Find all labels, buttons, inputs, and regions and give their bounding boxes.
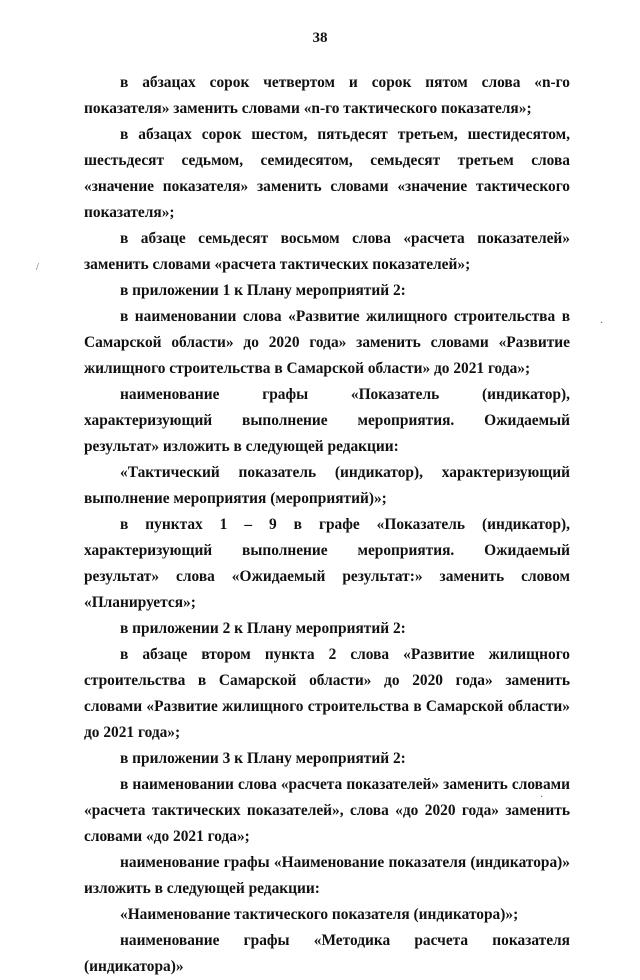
paragraph-15: наименование графы «Методика расчета показателя (индикатора)» (84, 932, 570, 975)
paragraph-2: в абзацах сорок шестом, пятьдесят третьем, шестидесятом, шестьдесят седьмом, семидесятом, семьдесят третьем слова «значение показателя» заменить словами «значение тактического показателя»; (84, 126, 570, 221)
paragraph-8: в пунктах 1 – 9 в графе «Показатель (индикатор), характеризующий выполнение мероприятия. Ожидаемый результат» слова «Ожидаемый результат:» заменить словом «Планируется»; (84, 516, 570, 611)
paragraph-5: в наименовании слова «Развитие жилищного строительства в Самарской области» до 2020 года» заменить словами «Развитие жилищного строительства в Самарской области» до 2021 года»; (84, 308, 570, 377)
page-number: 38 (312, 30, 328, 46)
document-body (84, 70, 570, 980)
paragraph-12: в наименовании слова «расчета показателей» заменить словами «расчета тактических показателей», слова «до 2020 года» заменить словами «до 2021 года»; (84, 776, 570, 845)
paragraph-13: наименование графы «Наименование показателя (индикатора)» изложить в следующей редакции: (84, 854, 570, 897)
paragraph-7: «Тактический показатель (индикатор), характеризующий выполнение мероприятия (мероприятий)»; (84, 464, 570, 507)
scan-speck-left: / (36, 262, 39, 273)
paragraph-9: в приложении 2 к Плану мероприятий 2: (120, 620, 406, 637)
paragraph-6: наименование графы «Показатель (индикатор), характеризующий выполнение мероприятия. Ожидаемый результат» изложить в следующей редакции: (84, 386, 570, 455)
paragraph-11: в приложении 3 к Плану мероприятий 2: (120, 750, 406, 767)
paragraph-10: в абзаце втором пункта 2 слова «Развитие жилищного строительства в Самарской области» до 2020 года» заменить словами «Развитие жилищного строительства в Самарской области» до 2021 года»; (84, 646, 570, 741)
paragraph-1: в абзацах сорок четвертом и сорок пятом слова «n-го показателя» заменить словами «n-го тактического показателя»; (84, 74, 570, 117)
scan-speck-bottom: · (540, 792, 544, 803)
paragraph-4: в приложении 1 к Плану мероприятий 2: (120, 282, 406, 299)
scan-speck-right: · (600, 318, 604, 329)
paragraph-3: в абзаце семьдесят восьмом слова «расчета показателей» заменить словами «расчета тактических показателей»; (84, 230, 570, 273)
paragraph-14: «Наименование тактического показателя (индикатора)»; (120, 906, 519, 923)
